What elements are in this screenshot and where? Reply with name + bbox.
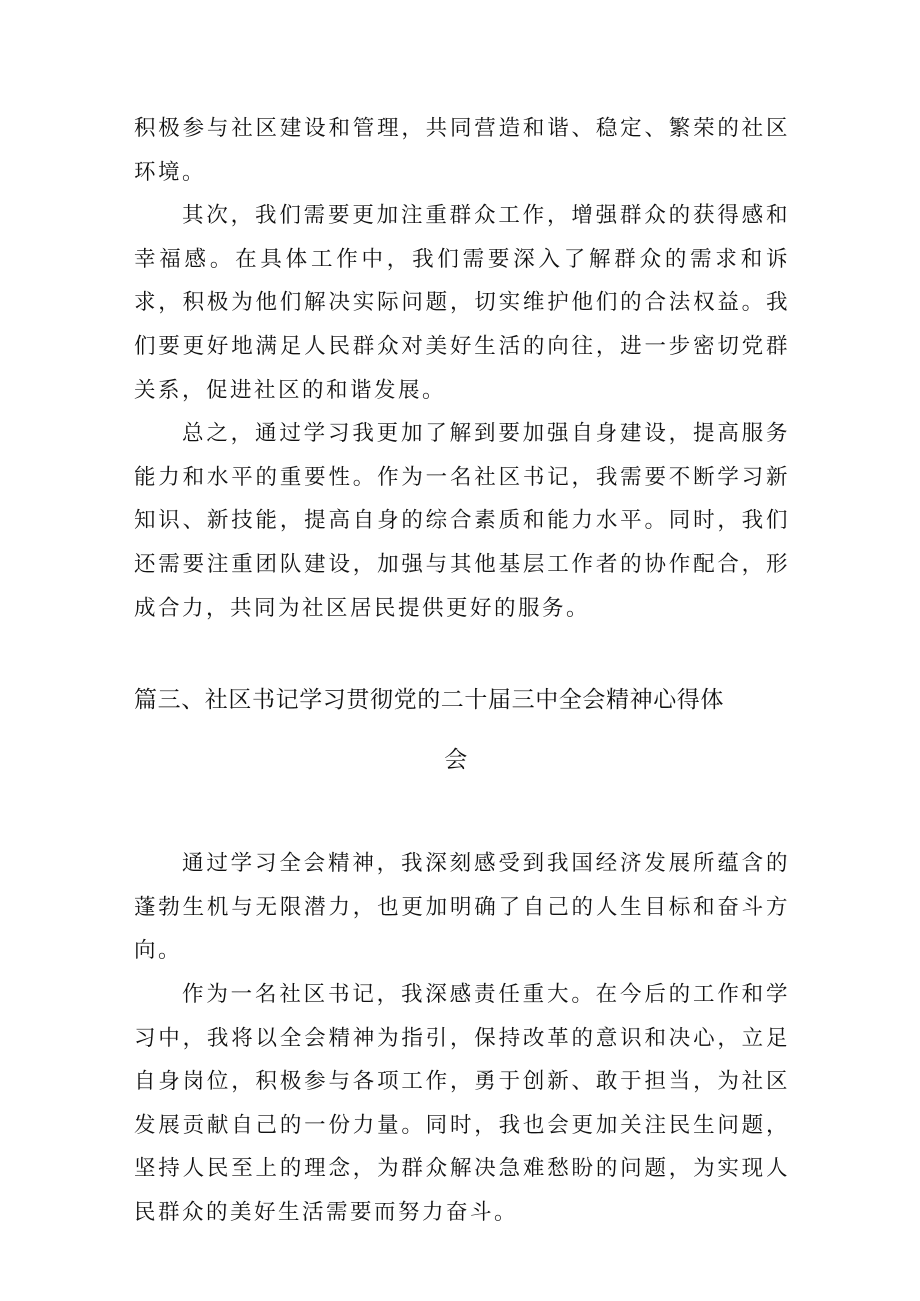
paragraph-responsibility: 作为一名社区书记，我深感责任重大。在今后的工作和学习中，我将以全会精神为指引，保持改革的意识和决心，立足自身岗位，积极参与各项工作，勇于创新、敢于担当，为社区发展贡献自己的一份力量。同时，我也会更加关注民生问题，坚持人民至上的理念，为群众解决急难愁盼的问题，为实现人民群众的美好生活需要而努力奋斗。 — [134, 981, 790, 1225]
section-heading — [134, 670, 790, 790]
paragraph-second: 其次，我们需要更加注重群众工作，增强群众的获得感和幸福感。在具体工作中，我们需要深入了解群众的需求和诉求，积极为他们解决实际问题，切实维护他们的合法权益。我们要更好地满足人民群众对美好生活的向往，进一步密切党群关系，促进社区的和谐发展。 — [134, 203, 790, 403]
section-heading-line1: 篇三、社区书记学习贯彻党的二十届三中全会精神心得体 — [134, 687, 724, 714]
document-body — [134, 107, 790, 1234]
section-heading-line2: 会 — [444, 747, 468, 774]
paragraph-conclusion: 总之，通过学习我更加了解到要加强自身建设，提高服务能力和水平的重要性。作为一名社区书记，我需要不断学习新知识、新技能，提高自身的综合素质和能力水平。同时，我们还需要注重团队建设，加强与其他基层工作者的协作配合，形成合力，共同为社区居民提供更好的服务。 — [134, 421, 790, 621]
paragraph-intro: 通过学习全会精神，我深刻感受到我国经济发展所蕴含的蓬勃生机与无限潜力，也更加明确了自己的人生目标和奋斗方向。 — [134, 851, 790, 964]
paragraph-continuation: 积极参与社区建设和管理，共同营造和谐、稳定、繁荣的社区环境。 — [134, 116, 790, 185]
